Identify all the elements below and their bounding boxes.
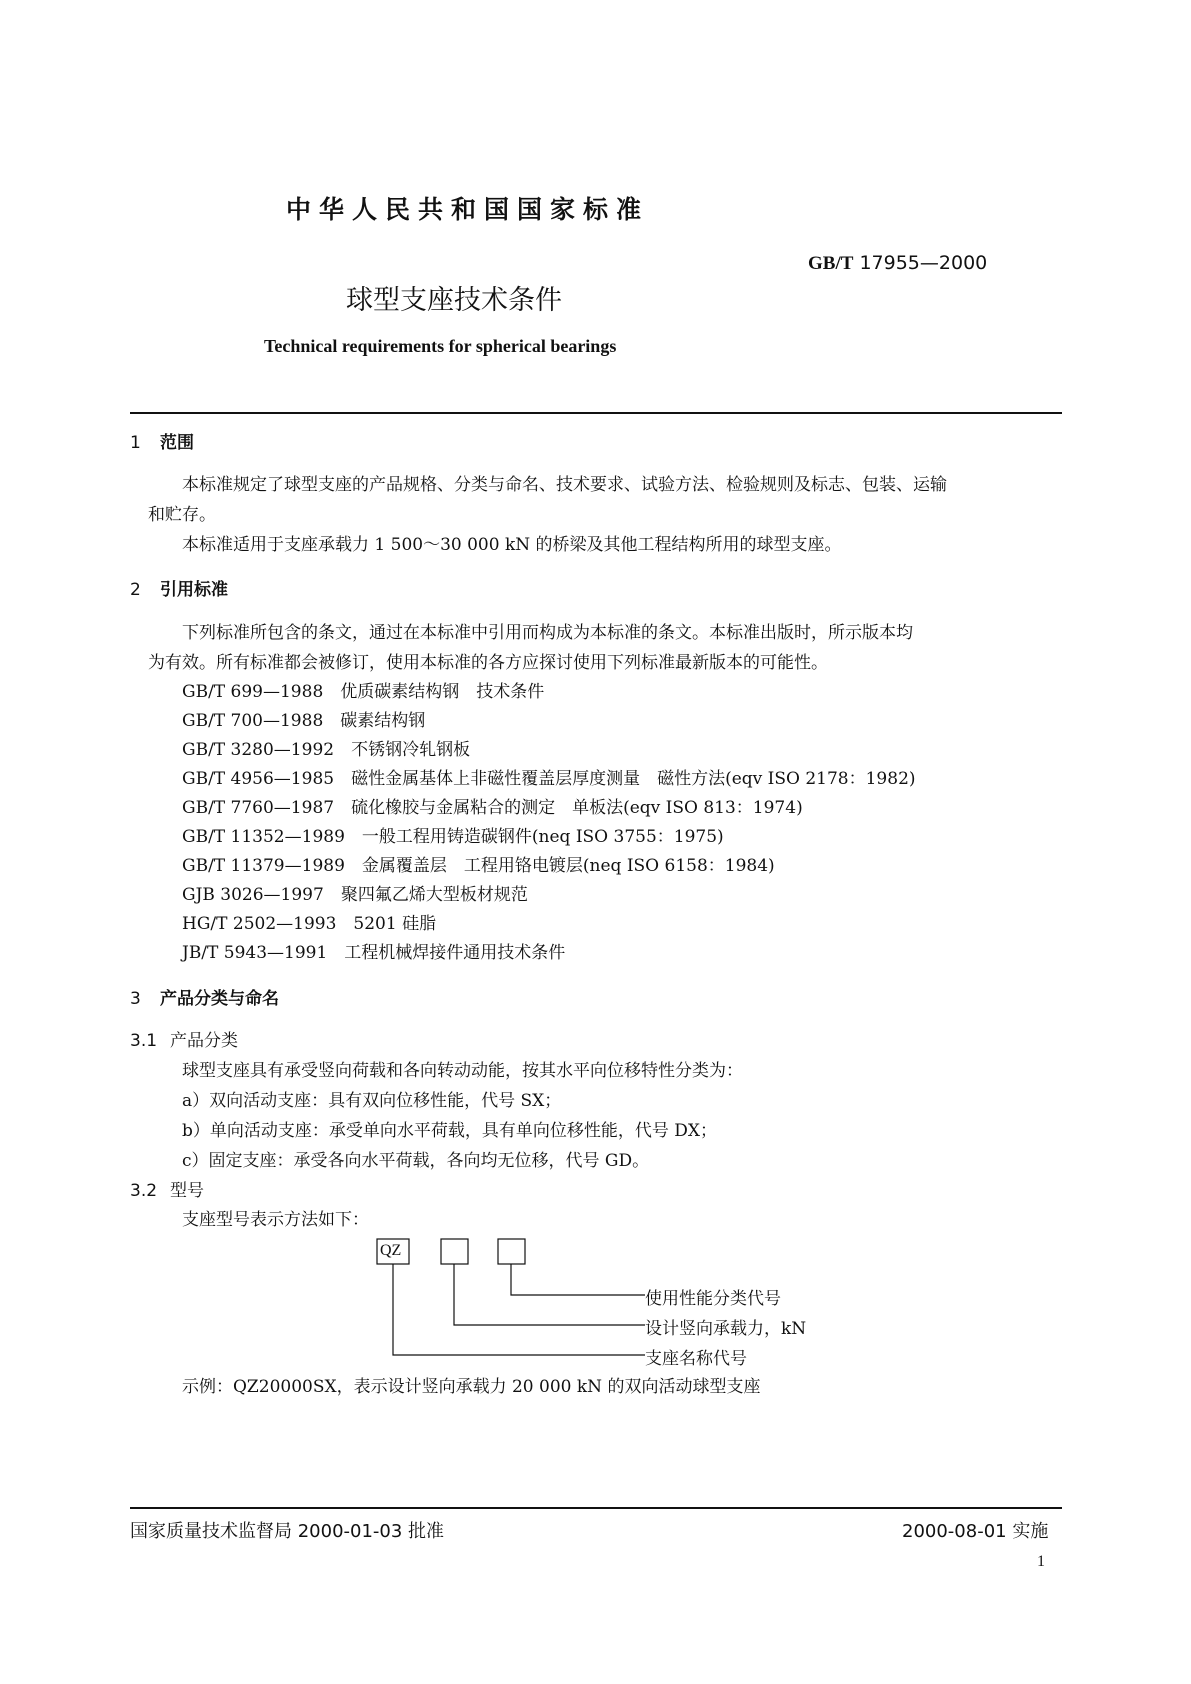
leader-line-name (393, 1264, 645, 1355)
document-title-english: Technical requirements for spherical bearings (264, 336, 617, 356)
section-2-para-line-2: 为有效。所有标准都会被修订，使用本标准的各方应探讨使用下列标准最新版本的可能性。 (148, 653, 828, 673)
footer-divider (130, 1507, 1062, 1509)
label-design-load: 设计竖向承载力，kN (645, 1319, 807, 1339)
reference-item: GB/T 700—1988 碳素结构钢 (182, 711, 426, 731)
subsection-title: 型号 (170, 1181, 204, 1201)
section-1-para-2: 本标准适用于支座承载力 1 500～30 000 kN 的桥梁及其他工程结构所用的球型支座。 (182, 535, 842, 555)
reference-item: GJB 3026—1997 聚四氟乙烯大型板材规范 (182, 885, 528, 905)
standard-code: 17955—2000 (859, 252, 988, 274)
subsection-number: 3.2 (130, 1181, 158, 1201)
reference-item: HG/T 2502—1993 5201 硅脂 (182, 914, 437, 934)
section-1-para-1-line-1: 本标准规定了球型支座的产品规格、分类与命名、技术要求、试验方法、检验规则及标志、包装、运输 (182, 475, 947, 495)
model-box-usage (498, 1239, 525, 1264)
model-example: 示例：QZ20000SX，表示设计竖向承载力 20 000 kN 的双向活动球型支座 (182, 1377, 761, 1397)
section-3-heading (130, 984, 279, 1009)
label-bearing-name-code: 支座名称代号 (645, 1349, 747, 1369)
subsection-number: 3.1 (130, 1031, 158, 1051)
section-title: 范围 (160, 433, 194, 453)
model-box-qz-label: QZ (380, 1242, 402, 1259)
section-number: 1 (130, 433, 141, 453)
subsection-3-1-intro: 球型支座具有承受竖向荷载和各向转动动能，按其水平向位移特性分类为： (182, 1061, 743, 1081)
page-number: 1 (1037, 1553, 1045, 1570)
subsection-3-1-heading (130, 1026, 238, 1051)
reference-item: GB/T 7760—1987 硫化橡胶与金属粘合的测定 单板法(eqv ISO 813：1974) (182, 798, 803, 818)
reference-item: JB/T 5943—1991 工程机械焊接件通用技术条件 (182, 943, 566, 963)
section-2-para-line-1: 下列标准所包含的条文，通过在本标准中引用而构成为本标准的条文。本标准出版时，所示版本均 (182, 623, 913, 643)
standard-prefix: GB/T (808, 253, 854, 274)
label-usage-code: 使用性能分类代号 (645, 1289, 781, 1309)
reference-item: GB/T 699—1988 优质碳素结构钢 技术条件 (182, 682, 545, 702)
reference-item: GB/T 11379—1989 金属覆盖层 工程用铬电镀层(neq ISO 6158：1984) (182, 856, 775, 876)
section-1-para-1-line-2: 和贮存。 (148, 505, 216, 525)
document-title: 球型支座技术条件 (346, 285, 562, 316)
subsection-3-2-intro: 支座型号表示方法如下： (182, 1210, 369, 1230)
classification-item: b）单向活动支座：承受单向水平荷载，具有单向位移性能，代号 DX； (182, 1121, 718, 1141)
section-2-heading (130, 575, 228, 600)
approval-info: 国家质量技术监督局 2000-01-03 批准 (130, 1521, 445, 1542)
reference-item: GB/T 3280—1992 不锈钢冷轧钢板 (182, 740, 471, 760)
leader-line-usage (511, 1264, 645, 1295)
leader-line-load (454, 1264, 645, 1325)
classification-item: c）固定支座：承受各向水平荷载，各向均无位移，代号 GD。 (182, 1151, 650, 1171)
section-title: 引用标准 (160, 580, 228, 600)
model-box-load (441, 1239, 468, 1264)
reference-item: GB/T 11352—1989 一般工程用铸造碳钢件(neq ISO 3755：1975) (182, 827, 724, 847)
standard-number (808, 252, 987, 275)
classification-item: a）双向活动支座：具有双向位移性能，代号 SX； (182, 1091, 562, 1111)
national-standard-heading: 中华人民共和国国家标准 (286, 195, 650, 224)
section-title: 产品分类与命名 (160, 989, 279, 1009)
header-divider (130, 412, 1062, 414)
section-1-heading (130, 428, 194, 453)
effective-date: 2000-08-01 实施 (902, 1521, 1049, 1542)
section-number: 3 (130, 989, 141, 1009)
reference-item: GB/T 4956—1985 磁性金属基体上非磁性覆盖层厚度测量 磁性方法(eqv ISO 2178：1982) (182, 769, 916, 789)
subsection-3-2-heading (130, 1176, 204, 1201)
subsection-title: 产品分类 (170, 1031, 238, 1051)
section-number: 2 (130, 580, 141, 600)
